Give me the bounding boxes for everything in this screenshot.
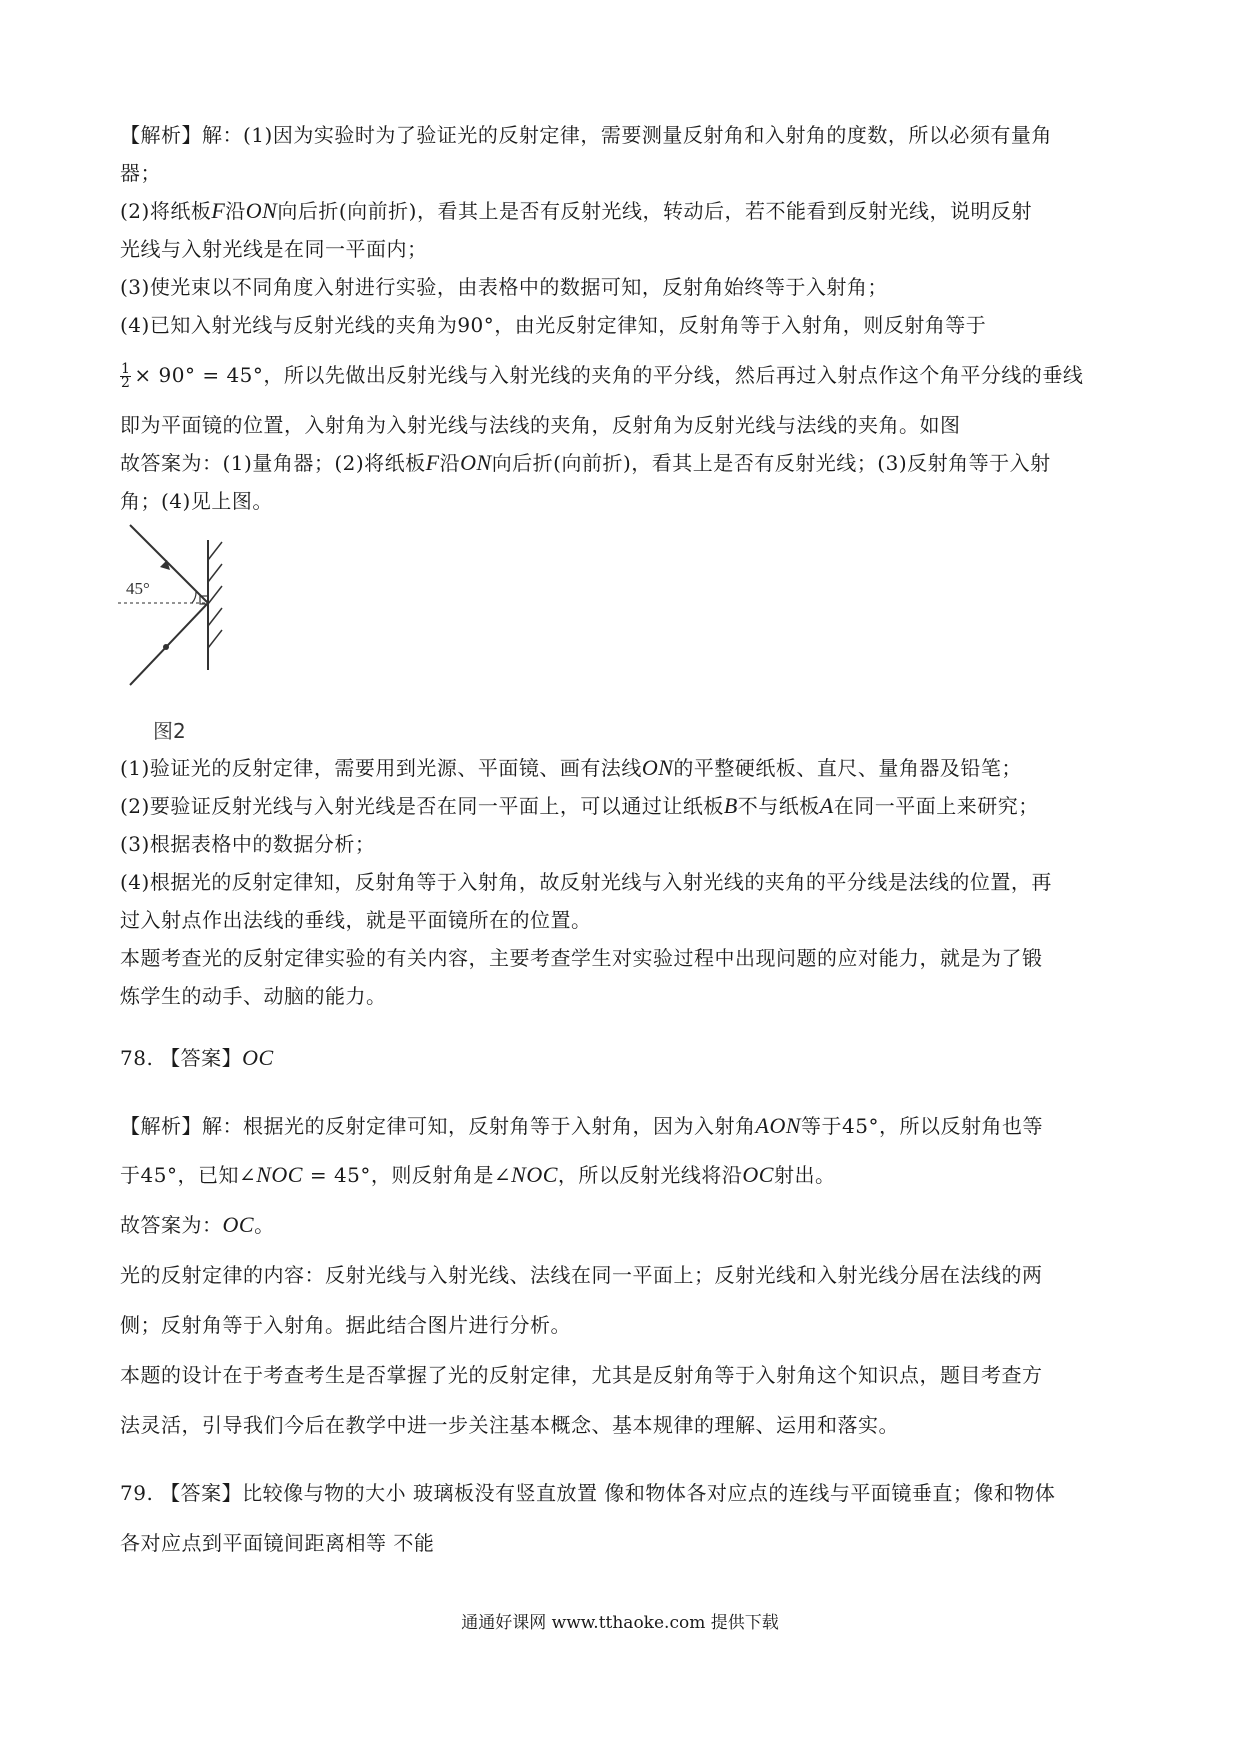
text-run: 。	[254, 1213, 275, 1237]
text-run: (1)验证光的反射定律，需要用到光源、平面镜、画有法线	[120, 756, 642, 780]
text-run: 于45°，已知∠	[120, 1163, 257, 1187]
math-var: ON	[460, 450, 492, 475]
text-run: 等于45°，所以反射角也等	[801, 1114, 1043, 1138]
mirror-hatch	[208, 542, 222, 560]
math-var: A	[819, 793, 834, 818]
math-var: F	[425, 450, 440, 475]
fraction	[120, 363, 131, 390]
text-run: 射出。	[773, 1163, 836, 1187]
text-run: 【解析】解：根据光的反射定律可知，反射角等于入射角，因为入射角	[120, 1114, 756, 1138]
math-var: F	[211, 198, 226, 223]
analysis-78-line-4: 侧；反射角等于入射角。据此结合图片进行分析。	[120, 1313, 571, 1337]
question-79-answer-line-2: 各对应点到平面镜间距离相等 不能	[120, 1531, 435, 1555]
arrow-head	[160, 560, 170, 570]
text-run: 78. 【答案】	[120, 1046, 243, 1070]
analysis-78-line-3: 光的反射定律的内容：反射光线与入射光线、法线在同一平面上；反射光线和入射光线分居在法线的两	[120, 1263, 1043, 1287]
analysis-78-line-6: 法灵活，引导我们今后在教学中进一步关注基本概念、基本规律的理解、运用和落实。	[120, 1413, 899, 1437]
fraction-numerator: 1	[121, 361, 131, 377]
figure-caption: 图2	[153, 719, 186, 743]
reflection-diagram	[118, 520, 248, 700]
question-79-answer-line-1: 79. 【答案】比较像与物的大小 玻璃板没有竖直放置 像和物体各对应点的连线与平面镜垂直；像和物体	[120, 1481, 1056, 1505]
text-run: ，所以先做出反射光线与入射光线的夹角的平分线，然后再过入射点作这个角平分线的垂线	[263, 363, 1084, 387]
mirror-hatch	[208, 564, 222, 582]
mirror-hatch	[208, 586, 222, 604]
analysis-line-6: (4)已知入射光线与反射光线的夹角为90°，由光反射定律知，反射角等于入射角，则反射角等于	[120, 313, 987, 337]
analysis-line-4: 光线与入射光线是在同一平面内；	[120, 237, 428, 261]
text-run: = 45°，则反射角是∠	[302, 1163, 512, 1187]
page-footer: 通通好课网 www.tthaoke.com 提供下载	[461, 1613, 779, 1633]
mirror-hatch	[208, 608, 222, 626]
text-run: ，所以反射光线将沿	[557, 1163, 743, 1187]
text-run: 故答案为：(1)量角器；(2)将纸板	[120, 451, 426, 475]
analysis-line-12: (4)根据光的反射定律知，反射角等于入射角，故反射光线与入射光线的夹角的平分线是法线的位置，再	[120, 870, 1052, 894]
answer-line-2: 角；(4)见上图。	[120, 489, 273, 513]
math-var: NOC	[256, 1162, 303, 1187]
reflected-ray	[130, 603, 208, 685]
analysis-line-9	[120, 755, 1022, 781]
analysis-78-line-2	[120, 1162, 835, 1188]
text-run: 向后折(向前折)，看其上是否有反射光线，转动后，若不能看到反射光线，说明反射	[277, 199, 1032, 223]
analysis-line-8: 即为平面镜的位置，入射角为入射光线与法线的夹角，反射角为反射光线与法线的夹角。如图	[120, 413, 961, 437]
angle-label: 45°	[126, 579, 150, 598]
analysis-line-5: (3)使光束以不同角度入射进行实验，由表格中的数据可知，反射角始终等于入射角；	[120, 275, 888, 299]
math-var: ON	[245, 198, 278, 223]
math-var: B	[723, 793, 738, 818]
text-run: 沿	[225, 199, 246, 223]
analysis-line-10	[120, 793, 1039, 819]
text-run: 不与纸板	[737, 794, 820, 818]
analysis-line-15: 炼学生的动手、动脑的能力。	[120, 984, 387, 1008]
analysis-line-1: 【解析】解：(1)因为实验时为了验证光的反射定律，需要测量反射角和入射角的度数，所以必须有量角	[120, 123, 1052, 147]
analysis-line-7	[120, 362, 1083, 390]
analysis-line-2: 器；	[120, 161, 161, 185]
analysis-line-14: 本题考查光的反射定律实验的有关内容，主要考查学生对实验过程中出现问题的应对能力，就是为了锻	[120, 946, 1043, 970]
angle-arc	[192, 592, 196, 603]
answer-78-line	[120, 1212, 275, 1238]
math-var: AON	[755, 1113, 801, 1138]
analysis-78-line-1	[120, 1113, 1043, 1139]
fraction-denominator: 2	[121, 375, 131, 391]
math-var: ON	[641, 755, 674, 780]
text-run: (2)将纸板	[120, 199, 212, 223]
text-run: 沿	[439, 451, 461, 475]
math-var: OC	[242, 1045, 274, 1070]
answer-line-1	[120, 450, 1051, 476]
text-run: 在同一平面上来研究；	[833, 794, 1039, 818]
text-run: 的平整硬纸板、直尺、量角器及铅笔；	[673, 756, 1022, 780]
analysis-line-13: 过入射点作出法线的垂线，就是平面镜所在的位置。	[120, 908, 592, 932]
math-var: OC	[222, 1212, 255, 1237]
math-expression: × 90° = 45°	[134, 363, 264, 387]
math-var: OC	[742, 1162, 774, 1187]
math-var: NOC	[511, 1162, 558, 1187]
text-run: 向后折(向前折)，看其上是否有反射光线；(3)反射角等于入射	[491, 451, 1051, 475]
ray-point	[163, 644, 169, 650]
question-78-answer	[120, 1045, 274, 1071]
text-run: (2)要验证反射光线与入射光线是否在同一平面上，可以通过让纸板	[120, 794, 724, 818]
analysis-line-3	[120, 198, 1032, 224]
analysis-78-line-5: 本题的设计在于考查考生是否掌握了光的反射定律，尤其是反射角等于入射角这个知识点，题目考查方	[120, 1363, 1043, 1387]
mirror-hatch	[208, 630, 222, 648]
text-run: 故答案为：	[120, 1213, 223, 1237]
analysis-line-11: (3)根据表格中的数据分析；	[120, 832, 376, 856]
